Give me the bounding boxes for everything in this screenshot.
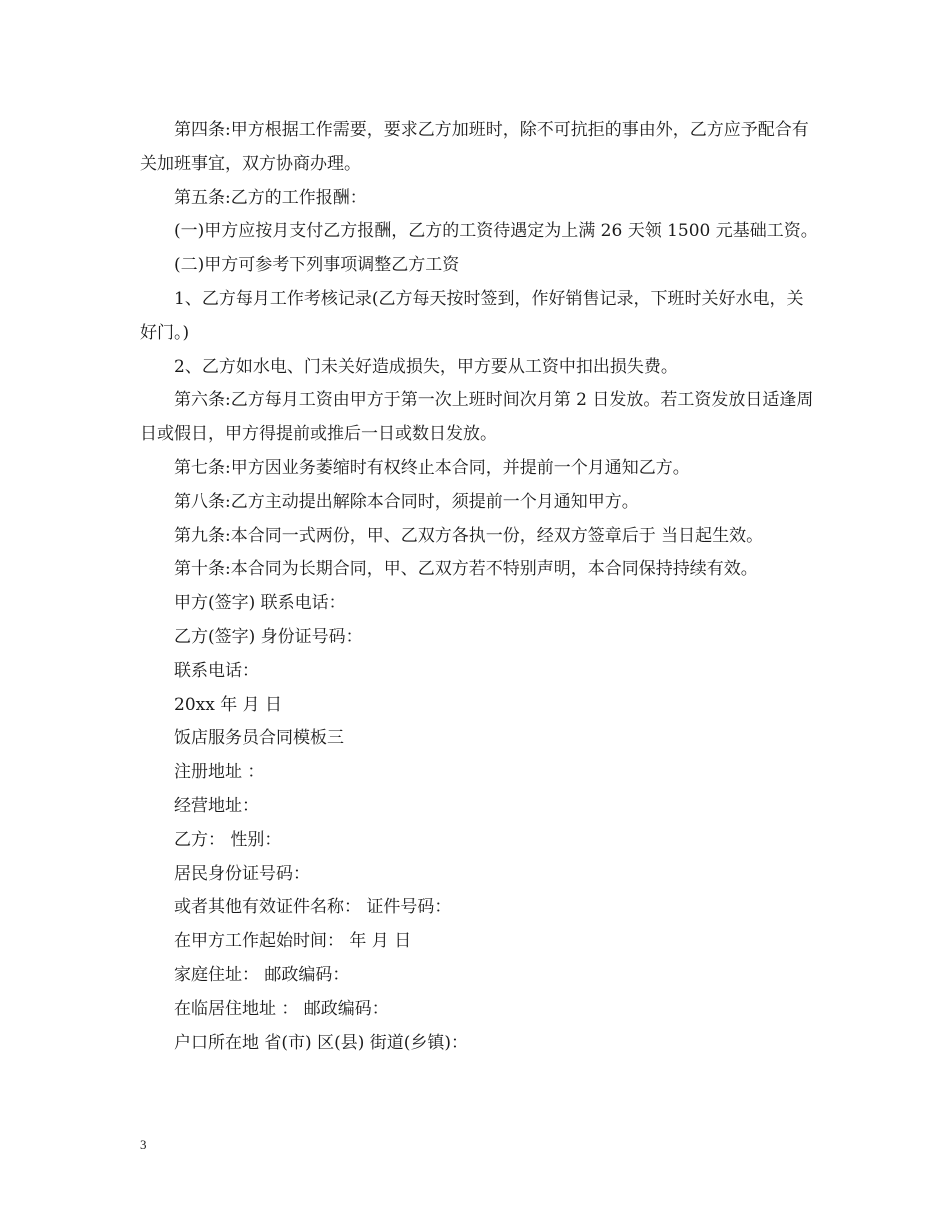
- temp-address-line: 在临居住地址 ： 邮政编码：: [174, 998, 389, 1019]
- registered-address-line: 注册地址 ：: [174, 762, 265, 783]
- clause-9: 第九条:本合同一式两份，甲、乙双方各执一份，经双方签章后于 当日起生效。: [174, 525, 764, 546]
- date-line: 20xx 年 月 日: [174, 694, 283, 715]
- party-b-gender-line: 乙方： 性别：: [174, 829, 282, 850]
- start-date-line: 在甲方工作起始时间： 年 月 日: [174, 931, 412, 952]
- party-b-signature-line: 乙方(签字) 身份证号码：: [174, 626, 363, 647]
- clause-5-subitem-2: 2、乙方如水电、门未关好造成损失，甲方要从工资中扣出损失费。: [174, 356, 678, 377]
- clause-10: 第十条:本合同为长期合同，甲、乙双方若不特别声明，本合同保持持续有效。: [174, 559, 758, 580]
- clause-7: 第七条:甲方因业务萎缩时有权终止本合同，并提前一个月通知乙方。: [174, 457, 690, 478]
- contact-phone-line: 联系电话：: [174, 660, 259, 681]
- template-title: 饭店服务员合同模板三: [174, 728, 344, 749]
- document-body: [140, 114, 820, 1060]
- clause-5-item-1: (一)甲方应按月支付乙方报酬，乙方的工资待遇定为上满 26 天领 1500 元基础工资。: [174, 221, 818, 242]
- household-registration-line: 户口所在地 省(市) 区(县) 街道(乡镇)：: [174, 1032, 469, 1053]
- clause-4: 第四条:甲方根据工作需要，要求乙方加班时，除不可抗拒的事由外，乙方应予配合有关加班事宜，双方协商办理。: [140, 120, 809, 174]
- party-a-signature-line: 甲方(签字) 联系电话：: [174, 593, 346, 614]
- clause-5-subitem-1: 1、乙方每月工作考核记录(乙方每天按时签到，作好销售记录，下班时关好水电，关好门。): [140, 288, 804, 343]
- business-address-line: 经营地址：: [174, 795, 259, 816]
- page-number: 3: [140, 1137, 147, 1152]
- clause-5-heading: 第五条:乙方的工作报酬：: [174, 187, 367, 208]
- other-id-line: 或者其他有效证件名称： 证件号码：: [174, 897, 452, 918]
- id-number-line: 居民身份证号码：: [174, 863, 310, 884]
- clause-5-item-2: (二)甲方可参考下列事项调整乙方工资: [174, 255, 460, 276]
- clause-6: 第六条:乙方每月工资由甲方于第一次上班时间次月第 2 日发放。若工资发放日适逢周日或假日，甲方得提前或推后一日或数日发放。: [140, 390, 814, 445]
- clause-8: 第八条:乙方主动提出解除本合同时，须提前一个月通知甲方。: [174, 491, 639, 512]
- home-address-line: 家庭住址： 邮政编码：: [174, 964, 350, 985]
